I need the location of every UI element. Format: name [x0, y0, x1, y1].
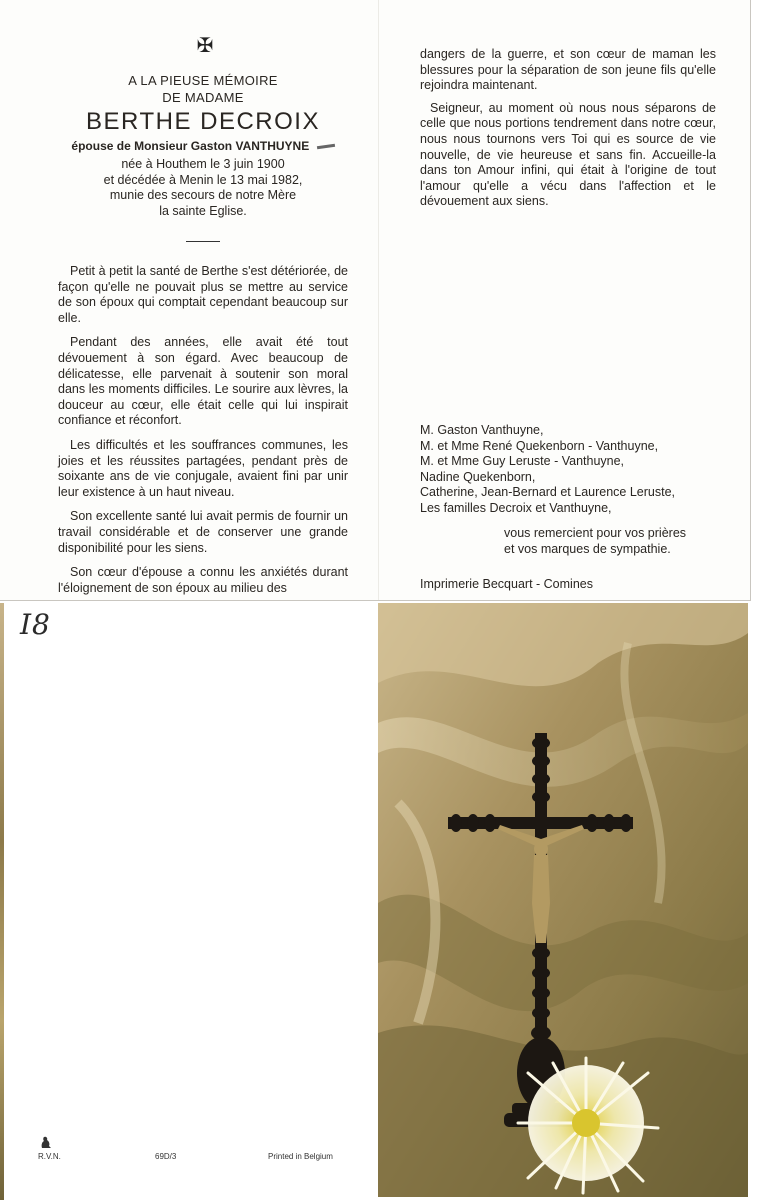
death-line: et décédée à Menin le 13 mai 1982,	[103, 172, 303, 187]
sacraments-line-2: la sainte Eglise.	[159, 203, 247, 218]
card-fold	[378, 0, 379, 600]
spouse-line	[58, 138, 348, 154]
footer-reference: 69D/3	[155, 1152, 177, 1161]
paragraph: Petit à petit la santé de Berthe s'est détériorée, de façon qu'elle ne pouvait plus se mettre au service de son époux qui comptait cependant beaucoup sur elle.	[58, 264, 348, 325]
paragraph: dangers de la guerre, et son cœur de maman les blessures pour la séparation de son jeune fils qu'elle rejoindra maintenant.	[420, 47, 716, 93]
left-page	[58, 36, 348, 605]
publisher-logo-shape	[40, 1136, 52, 1150]
eulogy-text	[58, 264, 348, 596]
spouse-text: épouse de Monsieur Gaston VANTHUYNE	[71, 139, 310, 153]
heading-line-1: A LA PIEUSE MÉMOIRE	[128, 73, 278, 88]
publisher-logo-icon	[40, 1136, 52, 1153]
card-back	[0, 603, 378, 1200]
footer-printed-in: Printed in Belgium	[268, 1152, 333, 1161]
birth-line: née à Houthem le 3 juin 1900	[121, 157, 285, 171]
heading-line-2: DE MADAME	[162, 90, 244, 105]
family-member: Nadine Quekenborn,	[420, 469, 536, 484]
family-member: Les familles Decroix et Vanthuyne,	[420, 500, 612, 515]
memorial-card-inside	[0, 0, 751, 601]
paragraph: Son excellente santé lui avait permis de fournir un travail considérable et de conserver une grande disponibilité pour les siens.	[58, 509, 348, 555]
photo-edge-strip	[0, 603, 4, 1200]
crucifix-photo	[378, 603, 748, 1197]
paragraph: Son cœur d'épouse a connu les anxiétés durant l'éloignement de son époux au milieu des	[58, 565, 348, 595]
right-page	[420, 47, 716, 217]
family-member: M. Gaston Vanthuyne,	[420, 423, 544, 437]
thanks-line-1: vous remercient pour vos prières	[504, 526, 687, 540]
printer-credit: Imprimerie Becquart - Comines	[420, 577, 593, 591]
family-list	[420, 423, 730, 517]
thanks-text	[504, 525, 686, 557]
crucifix-illustration	[378, 603, 748, 1197]
prayer-paragraph: Seigneur, au moment où nous nous séparons de celle que nous portions tendrement dans notre cœur, nous nous tournons vers Toi qui es source de vie nouvelle, de vie heureuse et sans fin. Accueille-la dans ton Amour infini, qui était à l'origine de tout l'amour qu'elle a vécu dans l'affection et le dévouement aux siens.	[420, 100, 716, 209]
dates-block	[58, 157, 348, 219]
pen-mark	[316, 144, 334, 149]
handwritten-note: I8	[20, 608, 51, 641]
cross-icon: ✠	[196, 35, 214, 57]
paragraph: Les difficultés et les souffrances communes, les joies et les réussites partagées, pendant près de soixante ans de vie conjugale, avaient fini par unir leur existence à un haut niveau.	[58, 437, 348, 499]
sacraments-line-1: munie des secours de notre Mère	[109, 188, 297, 202]
separator-rule	[186, 241, 220, 242]
deceased-name: BERTHE DECROIX	[86, 108, 320, 135]
family-member: M. et Mme René Quekenborn - Vanthuyne,	[420, 438, 659, 453]
footer-publisher: R.V.N.	[38, 1152, 61, 1161]
paragraph: Pendant des années, elle avait été tout dévouement à son égard. Avec beaucoup de délicatesse, elle parvenait à soutenir son moral dans les moments difficiles. Le sourire aux lèvres, la douceur au cœur, elle était celle qui lui inspirait confiance et réconfort.	[58, 335, 348, 428]
family-member: Catherine, Jean-Bernard et Laurence Leruste,	[420, 485, 676, 500]
family-member: M. et Mme Guy Leruste - Vanthuyne,	[420, 454, 625, 469]
thanks-line-2: et vos marques de sympathie.	[504, 542, 671, 556]
